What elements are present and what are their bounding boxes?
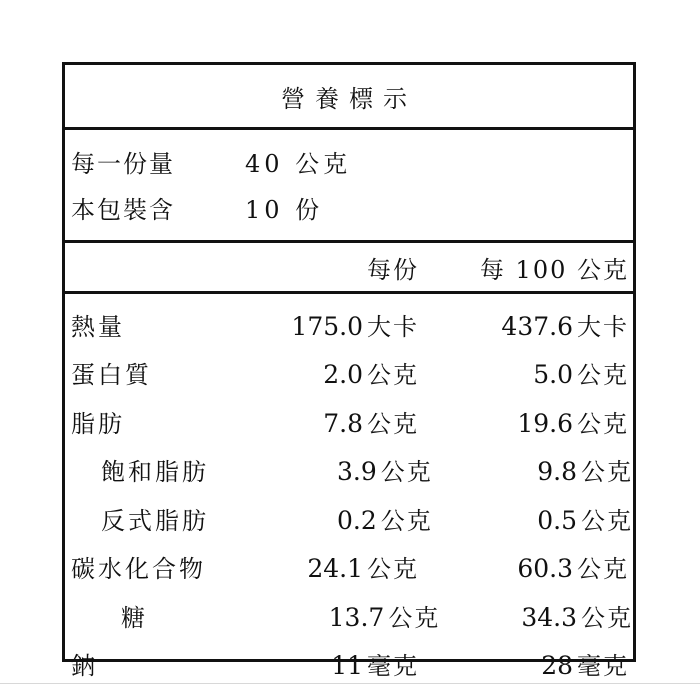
serving-info xyxy=(65,130,633,243)
nutrient-name: 鈉 xyxy=(71,652,98,681)
value: 7.8 xyxy=(323,408,363,438)
per-100g-amount xyxy=(419,307,629,342)
unit: 公克 xyxy=(581,506,633,535)
nutrient-row-protein xyxy=(65,349,633,398)
nutrient-name: 反式脂肪 xyxy=(101,506,209,535)
nutrient-name: 飽和脂肪 xyxy=(101,458,209,487)
unit: 公克 xyxy=(367,555,419,584)
per-serving-amount xyxy=(280,452,433,487)
page-bottom-divider xyxy=(0,683,700,684)
nutrition-facts-panel xyxy=(62,62,636,681)
column-header-row xyxy=(65,243,633,294)
unit: 公克 xyxy=(380,458,433,487)
nutrient-row-sodium xyxy=(65,640,633,689)
unit: 公克 xyxy=(577,409,629,438)
unit: 大卡 xyxy=(367,312,419,341)
value: 437.6 xyxy=(501,311,573,341)
unit: 公克 xyxy=(577,361,629,390)
value: 175.0 xyxy=(291,311,363,341)
unit: 公克 xyxy=(388,603,441,632)
per-serving-amount xyxy=(259,355,419,390)
value: 3.9 xyxy=(337,457,377,487)
nutrient-row-sugar xyxy=(65,591,633,640)
nutrient-row-fat xyxy=(65,397,633,446)
per-100g-amount xyxy=(419,549,629,584)
serving-size-label: 每一份量 xyxy=(71,149,175,178)
nutrient-name: 熱量 xyxy=(71,312,125,341)
servings-per-package-label: 本包裝含 xyxy=(71,195,175,224)
per-serving-amount xyxy=(280,501,433,536)
unit: 公克 xyxy=(577,555,629,584)
value: 2.0 xyxy=(323,360,363,390)
nutrient-name: 糖 xyxy=(121,603,148,632)
per-100g-amount xyxy=(419,404,629,439)
column-header-per-serving: 每份 xyxy=(367,255,419,284)
per-100g-amount xyxy=(419,646,629,681)
per-100g-amount xyxy=(440,598,633,633)
per-100g-amount xyxy=(419,355,629,390)
per-serving-amount xyxy=(259,404,419,439)
per-serving-amount xyxy=(259,646,419,681)
value: 24.1 xyxy=(307,554,363,584)
per-serving-amount xyxy=(294,598,441,633)
value: 5.0 xyxy=(533,360,573,390)
unit: 公克 xyxy=(380,506,433,535)
value: 0.5 xyxy=(537,505,577,535)
unit: 大卡 xyxy=(577,312,629,341)
per-serving-amount xyxy=(259,549,419,584)
nutrient-row-energy xyxy=(65,300,633,349)
serving-size-value: 40 公克 xyxy=(245,149,352,178)
nutrient-name: 蛋白質 xyxy=(71,361,152,390)
value: 9.8 xyxy=(537,457,577,487)
nutrient-row-trans-fat xyxy=(65,494,633,543)
per-100g-amount xyxy=(433,501,633,536)
nutrient-rows xyxy=(65,294,633,688)
value: 0.2 xyxy=(337,505,377,535)
unit: 毫克 xyxy=(367,652,419,681)
unit: 毫克 xyxy=(577,652,629,681)
serving-size-row xyxy=(65,138,633,184)
value: 34.3 xyxy=(521,602,577,632)
value: 60.3 xyxy=(517,554,573,584)
nutrient-row-carbohydrate xyxy=(65,543,633,592)
servings-per-package-value: 10 份 xyxy=(245,195,324,224)
value: 19.6 xyxy=(517,408,573,438)
value: 11 xyxy=(331,651,363,681)
nutrient-row-saturated-fat xyxy=(65,446,633,495)
unit: 公克 xyxy=(367,409,419,438)
value: 28 xyxy=(541,651,573,681)
unit: 公克 xyxy=(581,458,633,487)
per-100g-amount xyxy=(433,452,633,487)
value: 13.7 xyxy=(328,602,385,632)
nutrient-name: 脂肪 xyxy=(71,409,125,438)
unit: 公克 xyxy=(581,603,633,632)
panel-title: 營養標示 xyxy=(65,65,633,130)
servings-per-package-row xyxy=(65,184,633,230)
per-serving-amount xyxy=(259,307,419,342)
unit: 公克 xyxy=(367,361,419,390)
nutrient-name: 碳水化合物 xyxy=(71,555,206,584)
column-header-per-100g: 每 100 公克 xyxy=(479,255,629,284)
